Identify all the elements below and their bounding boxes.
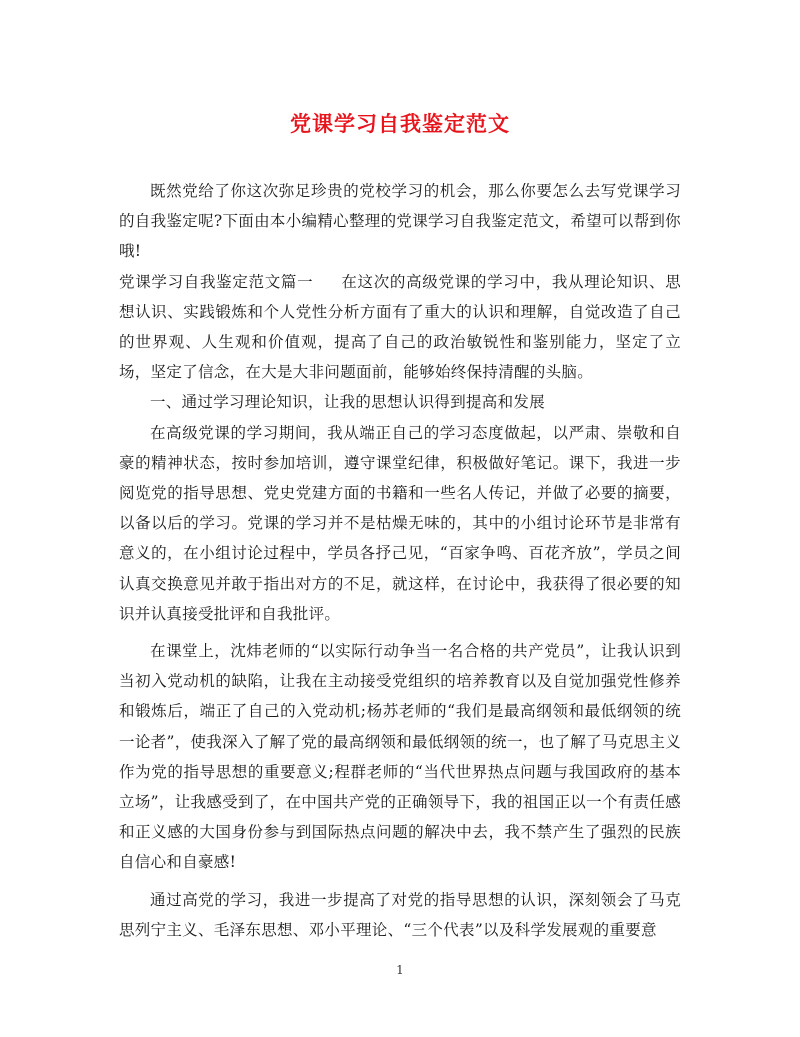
section-heading: 一、通过学习理论知识，让我的思想认识得到提高和发展 [150,393,546,412]
section-label: 党课学习自我鉴定范文篇一 [119,272,314,291]
body-paragraph-3: 通过高党的学习，我进一步提高了对党的指导思想的认识，深刻领会了马克思列宁主义、毛泽东思想、邓小平理论、“三个代表”以及科学发展观的重要意 [119,890,681,939]
document-body [119,176,681,945]
page-number: 1 [396,963,404,977]
section-text: 在这次的高级党课的学习中，我从理论知识、思想认识、实践锻炼和个人党性分析方面有了重大的认识和理解，自觉改造了自己的世界观、人生观和价值观，提高了自己的政治敏锐性和鉴别能力，坚定了立场，坚定了信念，在大是大非问题面前，能够始终保持清醒的头脑。 [119,272,681,382]
document-title: 党课学习自我鉴定范文 [290,111,510,136]
intro-paragraph: 既然党给了你这次弥足珍贵的党校学习的机会，那么你要怎么去写党课学习的自我鉴定呢?下面由本小编精心整理的党课学习自我鉴定范文，希望可以帮到你哦! [119,182,681,261]
section-paragraph [119,267,681,388]
body-paragraph-1: 在高级党课的学习期间，我从端正自己的学习态度做起，以严肃、崇敬和自豪的精神状态，按时参加培训，遵守课堂纪律，积极做好笔记。课下，我进一步阅览党的指导思想、党史党建方面的书籍和一些名人传记，并做了必要的摘要，以备以后的学习。党课的学习并不是枯燥无味的，其中的小组讨论环节是非常有意义的，在小组讨论过程中，学员各抒己见，“百家争鸣、百花齐放”，学员之间认真交换意见并敢于指出对方的不足，就这样，在讨论中，我获得了很必要的知识并认真接受批评和自我批评。 [119,423,681,623]
body-paragraph-2: 在课堂上，沈炜老师的“以实际行动争当一名合格的共产党员”，让我认识到当初入党动机的缺陷，让我在主动接受党组织的培养教育以及自觉加强党性修养和锻炼后，端正了自己的入党动机;杨苏老师的“我们是最高纲领和最低纲领的统一论者”，使我深入了解了党的最高纲领和最低纲领的统一，也了解了马克思主义作为党的指导思想的重要意义;程群老师的“当代世界热点问题与我国政府的基本立场”，让我感受到了，在中国共产党的正确领导下，我的祖国正以一个有责任感和正义感的大国身份参与到国际热点问题的解决中去，我不禁产生了强烈的民族自信心和自豪感! [119,642,681,872]
